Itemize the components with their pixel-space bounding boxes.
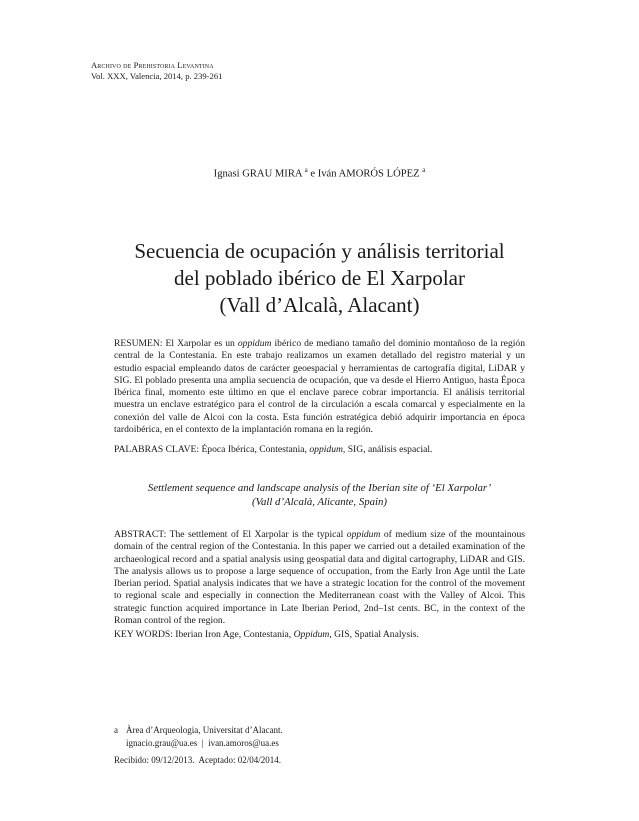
journal-volume: Vol. XXX, Valencia, 2014, p. 239-261: [91, 71, 223, 81]
abstract-text-2: of medium size of the mountainous domain of the central region of the Contestania. In this paper we carried out a detailed examination of the archaeological record and a spatial analysis using geospatial data and digital cartography, LiDAR and GIS. The analysis allows us to propose a large sequence of occupation, from the Early Iron Age until the Late Iberian period. Spatial analysis indicates that we have a strategic location for the control of the movement to regional scale and especially in connection the Mediterranean coast with the Valley of Alcoi. This strategic function acquired importance in Late Iberian Period, 2nd–1st cents. BC, in the context of the Roman control of the region.: [114, 529, 525, 627]
resumen-italic: oppidum: [237, 338, 272, 349]
author-1: Ignasi GRAU MIRA: [213, 168, 302, 180]
english-title: [60, 481, 579, 509]
resumen-text-1: El Xarpolar es un: [162, 338, 238, 349]
abstract-text-1: The settlement of El Xarpolar is the typical: [166, 529, 347, 540]
english-title-line-2: (Vall d’Alcalà, Alicante, Spain): [251, 496, 388, 508]
title-line-2: del poblado ibérico de El Xarpolar: [174, 266, 465, 290]
received-dates: Recibido: 09/12/2013. Aceptado: 02/04/2014.: [114, 755, 281, 765]
resumen-text-2: ibérico de mediano tamaño del dominio montañoso de la región central de la Contestania. En este trabajo realizamos un examen detallado del registro material y un estudio espacial empleando datos de carácter geoespacial y herramientas de cartografía digital, LiDAR y SIG. El poblado presenta una amplia secuencia de ocupación, que va desde el Hierro Antiguo, hasta Época Ibérica final, momento este último en que el enclave parece cobrar importancia. El análisis territorial muestra un enclave estratégico para el control de la circulación a escala comarcal y especialmente en la conexión del valle de Alcoi con la costa. Esta función estratégica debió adquirir importancia en época tardoibérica, en el contexto de la implantación romana en la región.: [114, 338, 525, 436]
footnote-affiliation: Àrea d’Arqueologia, Universitat d’Alacant.: [126, 725, 283, 735]
resumen-label: RESUMEN:: [114, 338, 163, 349]
author-2-affiliation-mark: a: [422, 166, 426, 174]
palabras-italic: oppidum: [309, 444, 343, 455]
journal-name: Archivo de Prehistoria Levantina: [91, 60, 214, 70]
palabras-text-2: , SIG, análisis espacial.: [342, 444, 433, 455]
title-line-3: (Vall d’Alcalà, Alacant): [219, 293, 420, 317]
abstract-label: ABSTRACT:: [114, 529, 167, 540]
footnote-emails: ignacio.grau@ua.es | ivan.amoros@ua.es: [126, 738, 279, 748]
footnote-mark: a: [114, 725, 118, 735]
journal-header: [91, 60, 222, 82]
article-title: [60, 238, 579, 319]
authors-line: [0, 166, 639, 180]
key-words: [114, 629, 525, 641]
palabras-clave: [114, 444, 525, 456]
palabras-label: PALABRAS CLAVE:: [114, 444, 200, 455]
keywords-italic: Oppidum: [293, 629, 330, 640]
abstract-paragraph: [114, 529, 525, 627]
abstract-italic: oppidum: [346, 529, 381, 540]
author-1-affiliation-mark: a: [304, 166, 308, 174]
affiliation-footnote: [114, 724, 514, 750]
authors-connector: e: [307, 168, 318, 180]
palabras-text-1: Época Ibérica, Contestania,: [199, 444, 310, 455]
keywords-label: KEY WORDS:: [114, 629, 173, 640]
resumen-paragraph: [114, 338, 525, 436]
keywords-text-1: Iberian Iron Age, Contestania,: [172, 629, 294, 640]
english-title-line-1: Settlement sequence and landscape analysis of the Iberian site of ‘El Xarpolar’: [147, 482, 492, 494]
title-line-1: Secuencia de ocupación y análisis territorial: [134, 239, 505, 263]
author-2: Iván AMORÓS LÓPEZ: [317, 168, 420, 180]
keywords-text-2: , GIS, Spatial Analysis.: [329, 629, 419, 640]
